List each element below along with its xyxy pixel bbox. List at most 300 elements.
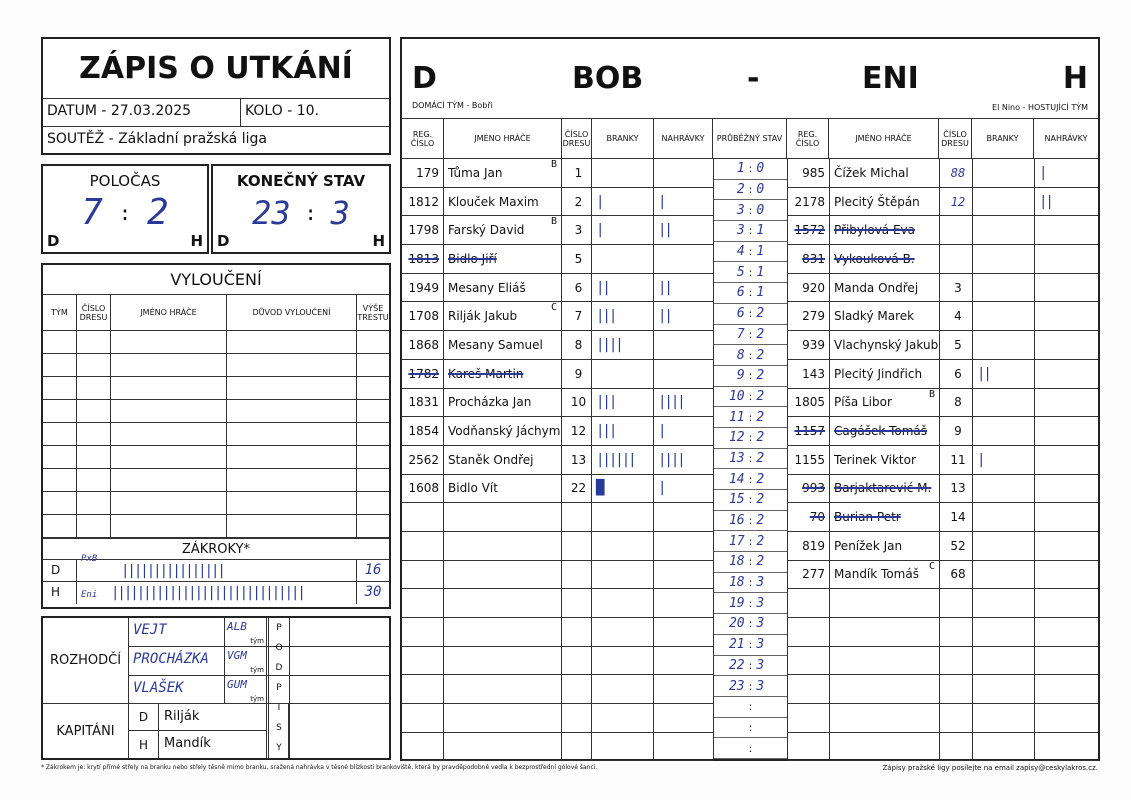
player-goals: |||	[592, 389, 654, 417]
penalty-cell	[227, 400, 357, 422]
score-away: 0	[756, 202, 765, 218]
player-goals	[973, 274, 1035, 302]
penalty-cell	[77, 515, 111, 537]
score-sep: :	[748, 576, 753, 590]
player-name	[830, 704, 940, 732]
player-goals	[973, 733, 1035, 761]
player-assists	[1035, 618, 1098, 646]
player-goals	[973, 675, 1035, 703]
player-num	[562, 589, 592, 617]
score-sep: :	[748, 203, 753, 217]
signature-letter: I	[277, 703, 281, 713]
player-row	[788, 188, 1098, 217]
penalty-cell	[227, 492, 357, 514]
score-row	[714, 449, 787, 470]
player-num	[562, 647, 592, 675]
penalty-row	[43, 423, 389, 446]
penalty-cell	[111, 354, 227, 376]
player-name: Vykouková B.	[830, 245, 940, 273]
score-row	[714, 221, 787, 242]
player-assists	[1035, 503, 1098, 531]
score-away: 1	[756, 264, 765, 280]
captain-away-side: H	[129, 731, 159, 758]
player-reg	[788, 733, 830, 761]
player-reg: 1831	[402, 389, 444, 417]
player-name: Burian Petr	[830, 503, 940, 531]
penalty-cell	[77, 400, 111, 422]
player-goals	[973, 188, 1035, 216]
player-reg: 1798	[402, 216, 444, 244]
score-sep: :	[748, 348, 753, 362]
score-row	[714, 428, 787, 449]
player-row	[788, 274, 1098, 303]
player-name: Penížek Jan	[830, 532, 940, 560]
away-h-goals: BRANKY	[972, 119, 1034, 158]
penalty-cell	[43, 400, 77, 422]
saves-away-label: H	[43, 582, 77, 604]
player-assists	[1035, 302, 1098, 330]
player-num: 1	[562, 159, 592, 187]
player-mark: B	[550, 159, 557, 170]
player-goals	[592, 647, 654, 675]
halftime-home: 7	[81, 192, 103, 233]
penalty-cell	[227, 423, 357, 445]
player-name: Cagášek Tomáš	[830, 417, 940, 445]
player-assists	[654, 331, 713, 359]
player-num: 6	[562, 274, 592, 302]
score-away: 2	[756, 471, 765, 487]
score-home: 12	[728, 430, 745, 446]
player-num: 6	[940, 360, 973, 388]
player-goals	[973, 245, 1035, 273]
player-name: Sladký Marek	[830, 302, 940, 330]
score-sep: :	[748, 658, 753, 672]
player-row	[402, 417, 713, 446]
player-name: Vodňanský Jáchym	[444, 417, 562, 445]
player-name: Plecitý Štěpán	[830, 188, 940, 216]
score-home: 7	[736, 326, 745, 342]
score-row	[714, 200, 787, 221]
referee-row	[129, 676, 389, 704]
player-assists	[1035, 331, 1098, 359]
player-reg	[402, 503, 444, 531]
player-reg: 985	[788, 159, 830, 187]
player-reg	[402, 733, 444, 761]
player-reg: 939	[788, 331, 830, 359]
penalty-cell	[357, 492, 389, 514]
player-reg	[788, 589, 830, 617]
score-sep: :	[748, 224, 753, 238]
captain-home-name: Rilják	[164, 709, 200, 724]
player-mark: C	[928, 560, 935, 572]
player-reg: 1854	[402, 417, 444, 445]
score-away: 2	[756, 326, 765, 342]
score-sep: :	[748, 286, 753, 300]
score-sep: :	[748, 389, 753, 403]
saves-home-total: 16	[364, 562, 382, 578]
player-num	[940, 704, 973, 732]
score-away: 2	[756, 388, 765, 404]
player-reg: 277	[788, 561, 830, 589]
signatures-column	[268, 618, 290, 758]
referee-name: PROCHÁZKA	[129, 647, 225, 675]
player-row	[402, 704, 713, 733]
penalty-row	[43, 492, 389, 515]
player-assists	[654, 647, 713, 675]
player-num: 14	[940, 503, 973, 531]
round-field: KOLO - 10.	[245, 103, 319, 119]
score-away: 2	[756, 554, 765, 570]
referee-club	[225, 618, 267, 646]
player-goals: |	[973, 446, 1035, 474]
player-reg: 831	[788, 245, 830, 273]
penalty-row	[43, 469, 389, 492]
score-away: 2	[756, 513, 765, 529]
player-row	[402, 331, 713, 360]
penalty-cell	[77, 331, 111, 353]
penalty-cell	[227, 469, 357, 491]
player-name-text: Rilják Jakub	[448, 309, 518, 324]
player-goals	[592, 618, 654, 646]
player-name-text: Píša Libor	[834, 395, 892, 410]
score-row	[714, 635, 787, 656]
player-row	[788, 302, 1098, 331]
player-assists	[654, 503, 713, 531]
player-row	[402, 389, 713, 418]
player-goals	[592, 589, 654, 617]
player-goals: |||	[592, 302, 654, 330]
score-row	[714, 676, 787, 697]
player-name: Staněk Ondřej	[444, 446, 562, 474]
penalty-cell	[77, 469, 111, 491]
player-row	[788, 446, 1098, 475]
player-row	[402, 302, 713, 331]
player-reg: 1949	[402, 274, 444, 302]
score-sep: :	[748, 679, 753, 693]
player-goals	[973, 389, 1035, 417]
player-assists: ||	[658, 279, 671, 296]
player-num	[562, 618, 592, 646]
score-home: 19	[728, 595, 745, 611]
away-team-label: El Nino - HOSTUJÍCÍ TÝM	[992, 103, 1088, 112]
score-away: 3	[756, 678, 765, 694]
score-sep: :	[748, 534, 753, 548]
pen-h-num: ČÍSLO DRESU	[77, 295, 111, 330]
player-row	[402, 589, 713, 618]
score-away: 2	[756, 347, 765, 363]
penalty-row	[43, 400, 389, 423]
score-home: 3	[736, 223, 745, 239]
score-away: 1	[756, 223, 765, 239]
player-reg: 1155	[788, 446, 830, 474]
player-row	[788, 675, 1098, 704]
player-assists	[654, 618, 713, 646]
referee-club-value: VGM	[227, 649, 247, 662]
score-row	[714, 469, 787, 490]
player-reg: 993	[788, 475, 830, 503]
score-home: 4	[736, 244, 745, 260]
referee-club	[225, 676, 267, 704]
captain-away-name: Mandík	[164, 736, 211, 751]
player-assists	[1035, 389, 1098, 417]
penalty-cell	[77, 423, 111, 445]
player-assists: ||||	[658, 451, 684, 468]
player-row	[402, 733, 713, 762]
pen-h-length: VÝŠE TRESTU	[357, 303, 389, 322]
score-away: 2	[756, 430, 765, 446]
home-team-label: DOMÁCÍ TÝM - Bobři	[412, 101, 493, 110]
score-row	[714, 304, 787, 325]
officials-box	[41, 616, 391, 760]
score-away: 3	[756, 575, 765, 591]
player-goals	[592, 675, 654, 703]
player-mark: B	[928, 388, 935, 400]
player-assists: ||||	[658, 394, 684, 411]
away-player-list	[788, 159, 1098, 759]
player-num	[940, 216, 973, 244]
final-box	[211, 164, 391, 254]
player-reg	[402, 589, 444, 617]
title-box	[41, 37, 391, 155]
player-goals	[973, 159, 1035, 187]
player-assists	[1035, 216, 1098, 244]
player-row	[788, 475, 1098, 504]
score-home: 21	[728, 637, 745, 653]
score-row	[714, 387, 787, 408]
player-assists	[654, 245, 713, 273]
player-num	[562, 532, 592, 560]
referee-club-sub: tým	[250, 666, 264, 674]
player-name	[830, 589, 940, 617]
player-assists	[1035, 446, 1098, 474]
player-row	[402, 245, 713, 274]
score-home: 23	[728, 678, 745, 694]
player-goals	[973, 647, 1035, 675]
player-name: Klouček Maxim	[444, 188, 562, 216]
penalties-rows	[43, 331, 389, 538]
player-reg	[788, 647, 830, 675]
signature-letter: P	[276, 683, 282, 693]
player-name: Vlachynský Jakub	[830, 331, 940, 359]
player-assists	[1035, 733, 1098, 761]
player-row	[402, 274, 713, 303]
player-reg	[788, 675, 830, 703]
penalties-title: VYLOUČENÍ	[43, 265, 389, 295]
player-row	[402, 159, 713, 188]
player-goals: ||||	[592, 331, 654, 359]
player-goals	[592, 733, 654, 761]
player-row	[788, 245, 1098, 274]
penalty-cell	[77, 354, 111, 376]
player-num	[562, 704, 592, 732]
player-name	[830, 675, 940, 703]
score-away: 2	[756, 492, 765, 508]
player-goals	[973, 618, 1035, 646]
player-assists: |	[658, 480, 665, 497]
penalty-cell	[111, 469, 227, 491]
player-name-text: Tůma Jan	[448, 165, 503, 180]
player-num: 9	[562, 360, 592, 388]
player-reg: 143	[788, 360, 830, 388]
player-num: 12	[940, 188, 973, 216]
pen-h-reason: DŮVOD VYLOUČENÍ	[227, 295, 357, 330]
player-assists	[1035, 561, 1098, 589]
score-away: 2	[756, 409, 765, 425]
score-home: 6	[736, 285, 745, 301]
player-row	[788, 389, 1098, 418]
score-sep: :	[748, 410, 753, 424]
player-reg	[402, 618, 444, 646]
score-row	[714, 697, 787, 718]
player-reg: 279	[788, 302, 830, 330]
penalty-cell	[227, 331, 357, 353]
home-h-name: JMÉNO HRÁČE	[444, 119, 562, 158]
player-assists	[1035, 589, 1098, 617]
score-home: 6	[736, 306, 745, 322]
signature-letter: P	[276, 623, 282, 633]
player-goals	[592, 704, 654, 732]
match-dash: -	[747, 61, 760, 96]
player-assists: |	[658, 423, 665, 440]
referee-row	[129, 647, 389, 676]
player-name	[444, 647, 562, 675]
player-row	[788, 417, 1098, 446]
score-sep: :	[748, 720, 753, 734]
final-h: H	[372, 232, 385, 250]
player-num	[562, 503, 592, 531]
score-away: 2	[756, 533, 765, 549]
penalty-cell	[43, 377, 77, 399]
player-num	[940, 675, 973, 703]
player-num	[940, 733, 973, 761]
final-sep: :	[304, 201, 317, 225]
player-num	[562, 675, 592, 703]
player-name	[830, 733, 940, 761]
player-name	[444, 675, 562, 703]
score-away: 2	[756, 368, 765, 384]
away-h-num: ČÍSLO DRESU	[939, 119, 972, 158]
away-letter: H	[1062, 61, 1088, 96]
player-num: 52	[940, 532, 973, 560]
player-goals: ||||||	[592, 446, 654, 474]
score-sep: :	[748, 638, 753, 652]
penalty-cell	[227, 446, 357, 468]
score-row	[714, 718, 787, 739]
score-away: 3	[756, 595, 765, 611]
referee-club	[225, 647, 267, 675]
running-score-list	[714, 159, 788, 759]
pen-h-name: JMÉNO HRÁČE	[111, 295, 227, 330]
penalty-cell	[357, 377, 389, 399]
player-goals	[973, 331, 1035, 359]
penalty-cell	[77, 492, 111, 514]
pen-h-team: TÝM	[43, 295, 77, 330]
player-assists	[1035, 704, 1098, 732]
signature-area	[289, 704, 389, 758]
penalty-cell	[357, 423, 389, 445]
score-row	[714, 325, 787, 346]
score-home: 15	[728, 492, 745, 508]
score-home: 3	[736, 202, 745, 218]
player-row	[788, 647, 1098, 676]
score-home: 17	[728, 533, 745, 549]
player-name	[444, 733, 562, 761]
player-num: 9	[940, 417, 973, 445]
signature-letter: S	[276, 723, 282, 733]
player-num: 7	[562, 302, 592, 330]
score-sep: :	[748, 493, 753, 507]
score-away: 3	[756, 616, 765, 632]
player-reg: 70	[788, 503, 830, 531]
player-goals	[973, 704, 1035, 732]
player-name	[444, 159, 562, 187]
player-row	[788, 704, 1098, 733]
player-name	[830, 647, 940, 675]
home-h-reg: REG. ČÍSLO	[402, 119, 444, 158]
penalty-cell	[111, 400, 227, 422]
score-sep: :	[748, 327, 753, 341]
penalty-cell	[77, 377, 111, 399]
footer-email: Zápisy pražské ligy posílejte na email zapisy@ceskylakros.cz.	[882, 764, 1098, 772]
player-reg: 1813	[402, 245, 444, 273]
player-name: Manda Ondřej	[830, 274, 940, 302]
score-row	[714, 283, 787, 304]
player-assists	[1035, 274, 1098, 302]
player-mark: C	[550, 302, 557, 314]
player-num: 22	[562, 475, 592, 503]
signature-letter: Y	[276, 743, 282, 753]
player-name	[444, 561, 562, 589]
player-row	[402, 360, 713, 389]
player-assists	[1035, 675, 1098, 703]
penalty-row	[43, 446, 389, 469]
score-row	[714, 366, 787, 387]
referee-name: VLAŠEK	[129, 676, 225, 704]
player-goals	[973, 475, 1035, 503]
player-num: 13	[562, 446, 592, 474]
score-home: 16	[728, 513, 745, 529]
penalty-cell	[357, 400, 389, 422]
competition-field: SOUTĚŽ - Základní pražská liga	[47, 131, 267, 147]
player-row	[788, 561, 1098, 590]
score-sep: :	[748, 245, 753, 259]
player-row	[402, 216, 713, 245]
halftime-d: D	[47, 232, 60, 250]
player-row	[788, 733, 1098, 762]
penalty-cell	[111, 377, 227, 399]
player-row	[402, 503, 713, 532]
player-reg: 1812	[402, 188, 444, 216]
player-num	[562, 733, 592, 761]
player-goals	[592, 561, 654, 589]
player-reg: 1572	[788, 216, 830, 244]
signature-letter: O	[275, 643, 283, 653]
player-assists	[654, 159, 713, 187]
score-sep: :	[748, 555, 753, 569]
player-name	[444, 216, 562, 244]
player-goals	[973, 589, 1035, 617]
referees-label: ROZHODČÍ	[43, 618, 129, 703]
penalty-cell	[227, 354, 357, 376]
score-row	[714, 573, 787, 594]
score-home: 18	[728, 554, 745, 570]
player-assists	[654, 589, 713, 617]
player-reg	[788, 618, 830, 646]
home-letter: D	[412, 61, 437, 96]
home-h-num: ČÍSLO DRESU	[562, 119, 592, 158]
player-row	[402, 532, 713, 561]
score-row	[714, 159, 787, 180]
